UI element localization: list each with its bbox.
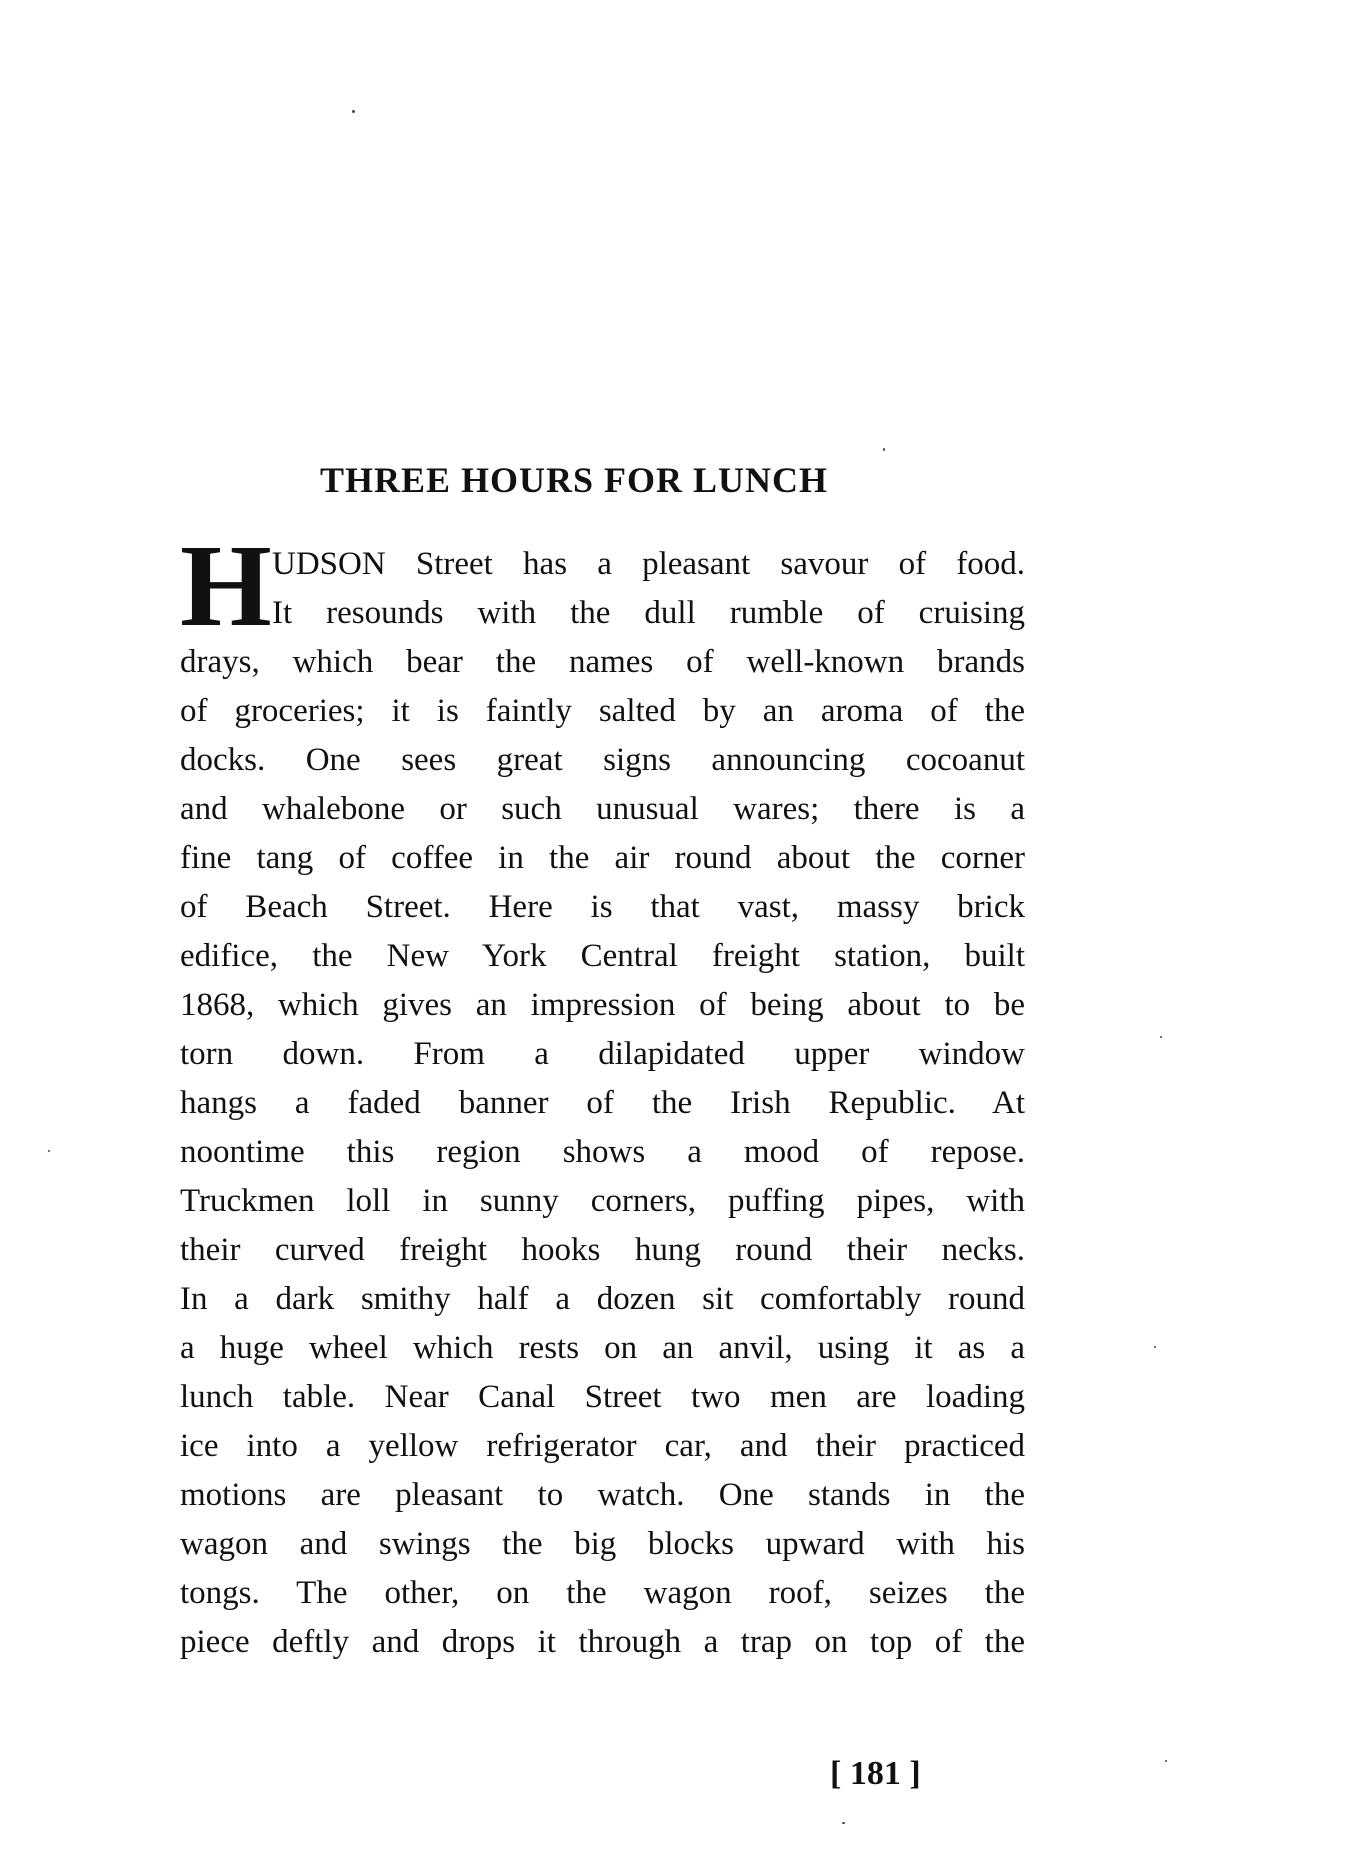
text-line-22: tongs. The other, on the wagon roof, seizes the	[180, 1575, 1025, 1611]
text-line-9: edifice, the New York Central freight station, built	[180, 938, 1025, 974]
text-line-7: fine tang of coffee in the air round about the corner	[180, 840, 1025, 876]
text-line-10: 1868, which gives an impression of being about to be	[180, 987, 1025, 1023]
text-line-21: wagon and swings the big blocks upward with his	[180, 1526, 1025, 1562]
text-line-13: noontime this region shows a mood of repose.	[180, 1134, 1025, 1170]
text-line-14: Truckmen loll in sunny corners, puffing pipes, with	[180, 1183, 1025, 1219]
text-line-5: docks. One sees great signs announcing cocoanut	[180, 742, 1025, 778]
scan-speck	[883, 448, 885, 451]
text-line-3: drays, which bear the names of well-known brands	[180, 644, 1025, 680]
text-line-1: UDSON Street has a pleasant savour of food.	[272, 546, 1025, 582]
text-line-16: In a dark smithy half a dozen sit comfortably round	[180, 1281, 1025, 1317]
text-line-2: It resounds with the dull rumble of cruising	[272, 595, 1025, 631]
text-line-23: piece deftly and drops it through a trap on top of the	[180, 1624, 1025, 1660]
scan-speck	[352, 110, 355, 113]
scan-speck	[1165, 1760, 1167, 1762]
text-line-17: a huge wheel which rests on an anvil, using it as a	[180, 1330, 1025, 1366]
page-number: [ 181 ]	[830, 1755, 921, 1792]
body-text	[180, 520, 1025, 1667]
text-line-6: and whalebone or such unusual wares; there is a	[180, 791, 1025, 827]
text-line-19: ice into a yellow refrigerator car, and their practiced	[180, 1428, 1025, 1464]
drop-cap: H	[180, 520, 270, 651]
scan-speck	[842, 1822, 845, 1824]
scan-speck	[1154, 1346, 1156, 1348]
scan-speck	[48, 1150, 50, 1152]
text-line-8: of Beach Street. Here is that vast, massy brick	[180, 889, 1025, 925]
text-line-20: motions are pleasant to watch. One stands in the	[180, 1477, 1025, 1513]
scan-speck	[1160, 1036, 1162, 1038]
text-line-12: hangs a faded banner of the Irish Republic. At	[180, 1085, 1025, 1121]
text-line-4: of groceries; it is faintly salted by an aroma of the	[180, 693, 1025, 729]
text-line-18: lunch table. Near Canal Street two men are loading	[180, 1379, 1025, 1415]
text-line-15: their curved freight hooks hung round their necks.	[180, 1232, 1025, 1268]
text-line-11: torn down. From a dilapidated upper window	[180, 1036, 1025, 1072]
chapter-title: THREE HOURS FOR LUNCH	[320, 460, 829, 500]
